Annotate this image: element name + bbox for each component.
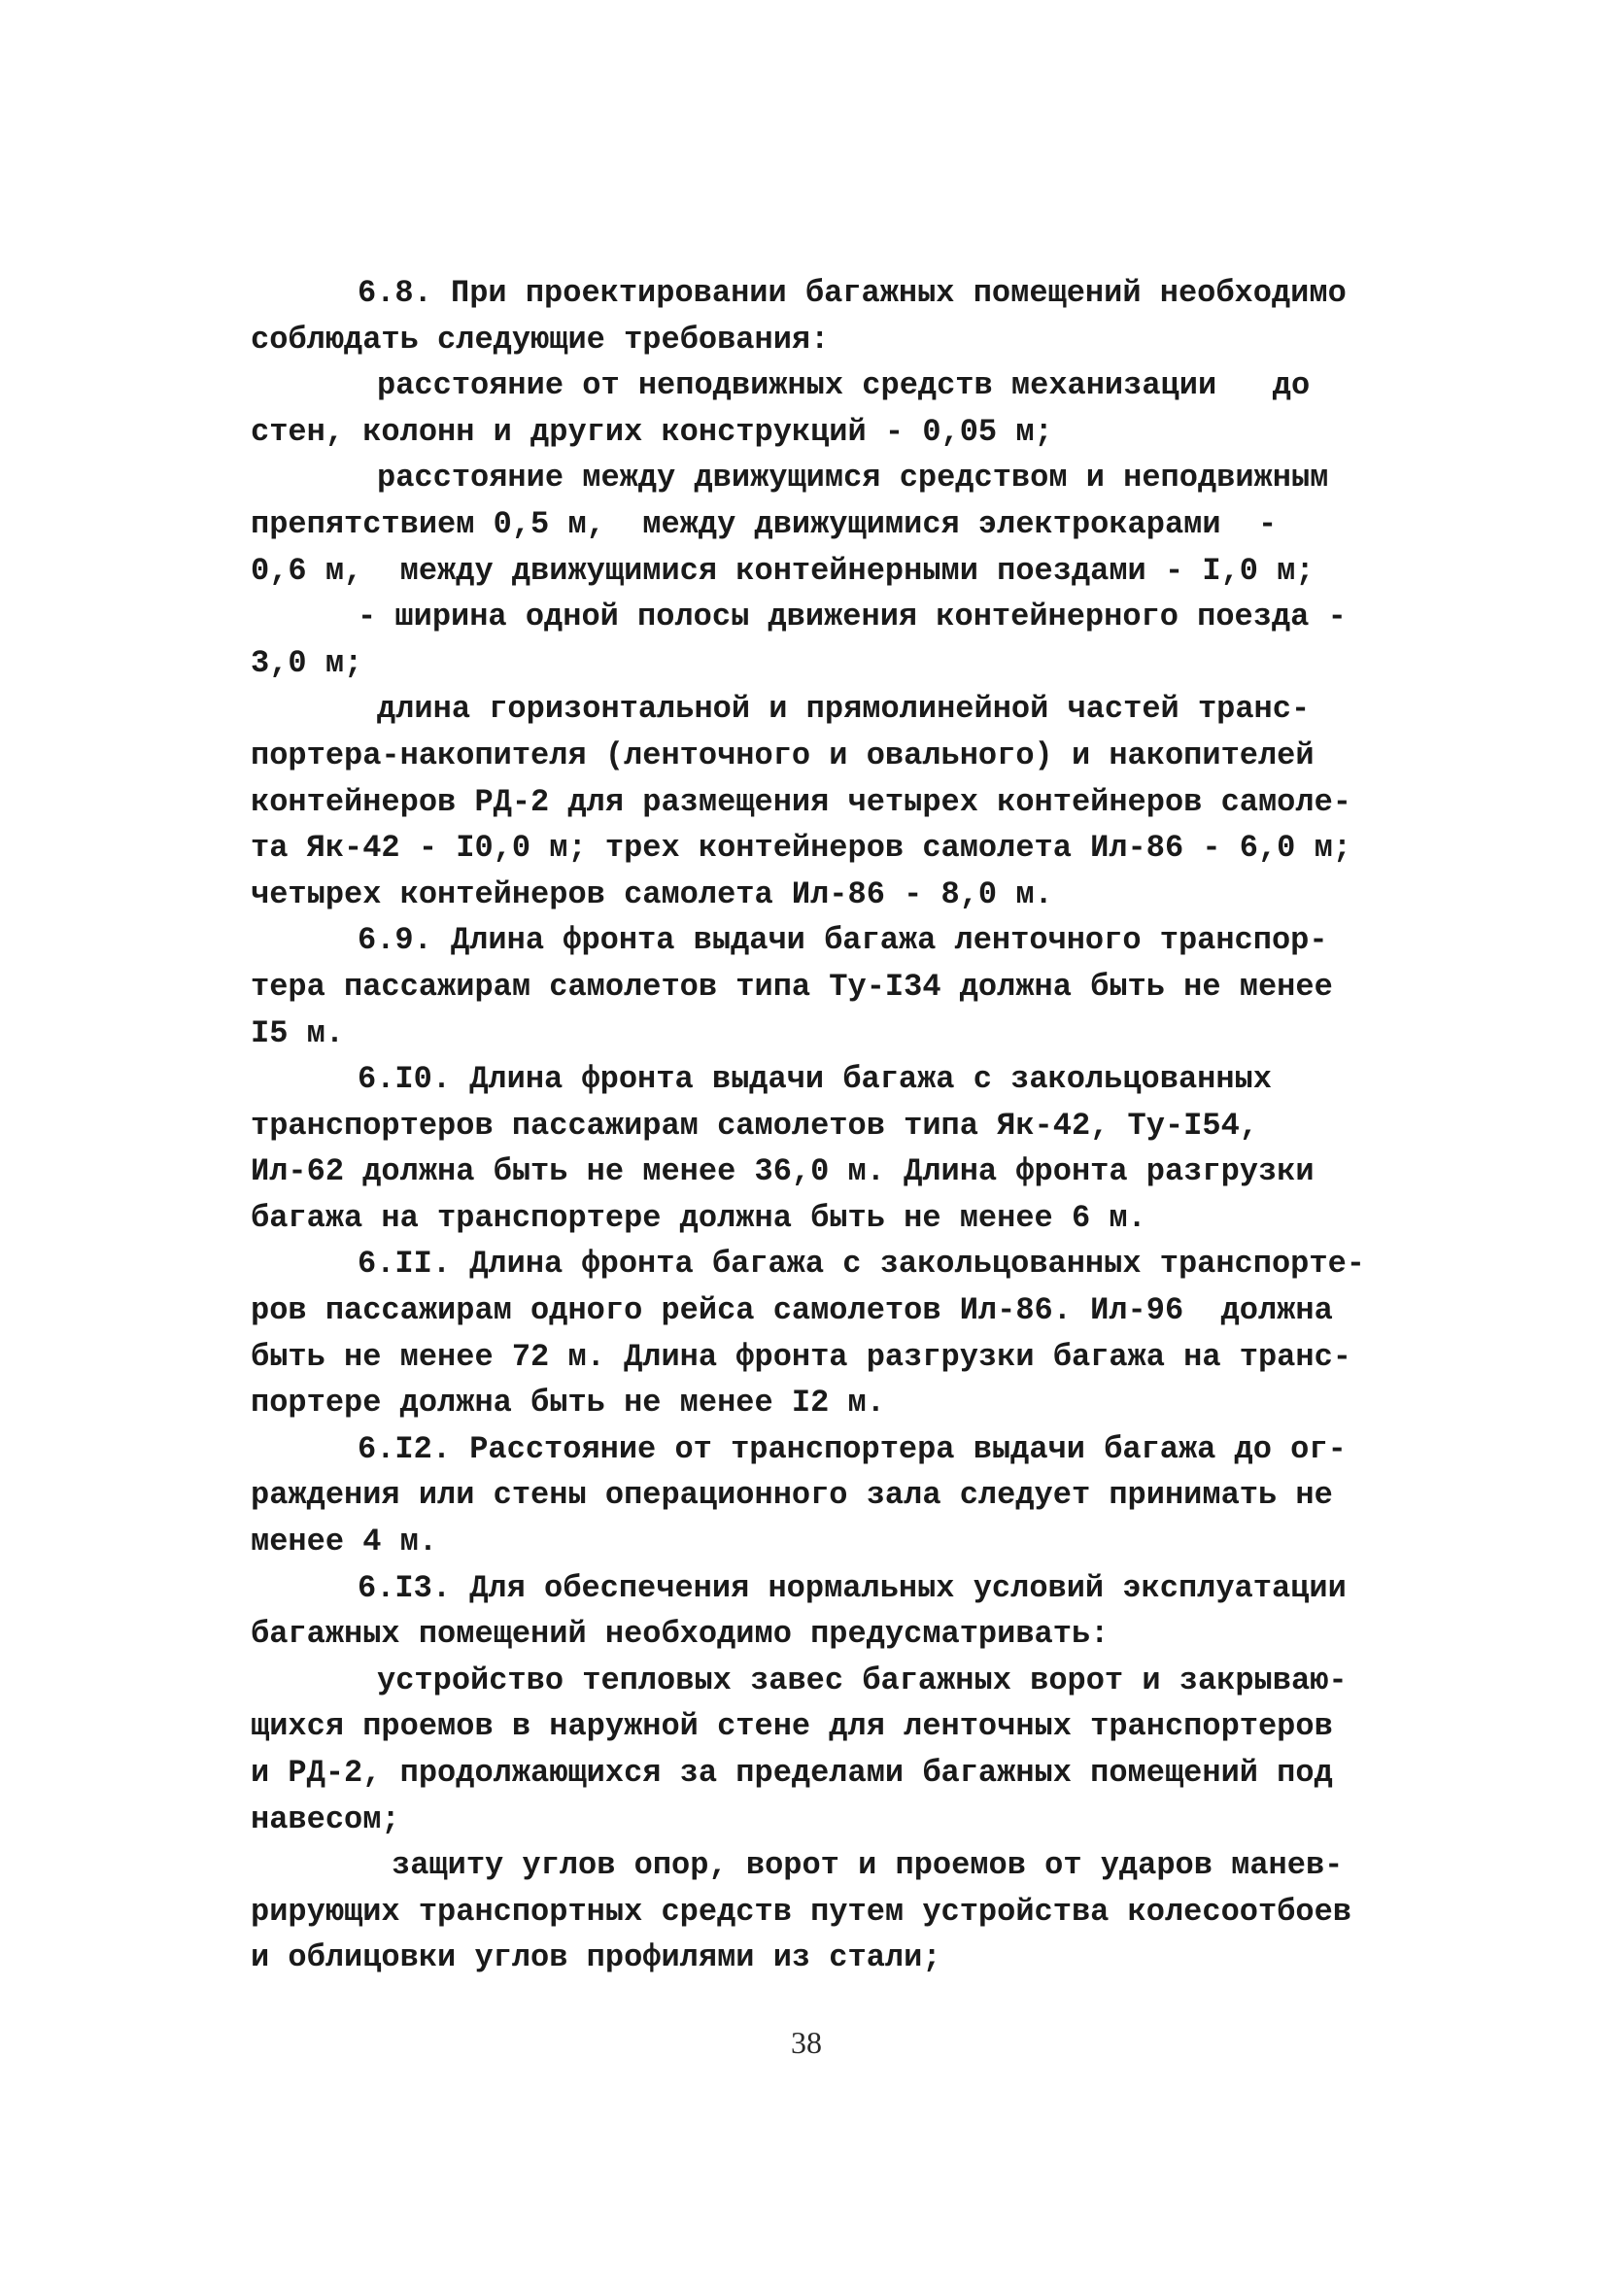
text-line: длина горизонтальной и прямолинейной частей транс- xyxy=(377,691,1311,728)
text-line: менее 4 м. xyxy=(251,1524,438,1560)
text-line: навесом; xyxy=(251,1800,400,1837)
text-line: багажных помещений необходимо предусматривать: xyxy=(251,1616,1110,1653)
text-line: ров пассажирам одного рейса самолетов Ил-86. Ил-96 должна xyxy=(251,1292,1333,1329)
text-line: 3,0 м; xyxy=(251,644,363,681)
text-line: 6.II. Длина фронта багажа с закольцованных транспорте- xyxy=(358,1246,1365,1283)
text-line: 0,6 м, между движущимися контейнерными поездами - I,0 м; xyxy=(251,552,1315,589)
body-text xyxy=(251,270,1378,1981)
text-line: портера-накопителя (ленточного и овального) и накопителей xyxy=(251,737,1315,773)
page-number: 38 xyxy=(791,2025,822,2060)
text-line: стен, колонн и других конструкций - 0,05 м; xyxy=(251,413,1053,450)
text-line: рирующих транспортных средств путем устройства колесоотбоев xyxy=(251,1893,1351,1930)
text-line: багажа на транспортере должна быть не менее 6 м. xyxy=(251,1199,1146,1236)
text-line: щихся проемов в наружной стене для ленточных транспортеров xyxy=(251,1708,1333,1745)
text-line: раждения или стены операционного зала следует принимать не xyxy=(251,1477,1333,1514)
text-line: четырех контейнеров самолета Ил-86 - 8,0 м. xyxy=(251,875,1053,912)
text-line: устройство тепловых завес багажных ворот и закрываю- xyxy=(377,1662,1348,1698)
text-line: I5 м. xyxy=(251,1014,345,1051)
text-line: Ил-62 должна быть не менее 36,0 м. Длина фронта разгрузки xyxy=(251,1153,1315,1190)
text-line: 6.I0. Длина фронта выдачи багажа с закольцованных xyxy=(358,1061,1272,1098)
text-line: препятствием 0,5 м, между движущимися электрокарами - xyxy=(251,505,1278,542)
text-line: 6.8. При проектировании багажных помещений необходимо xyxy=(358,275,1347,311)
text-line: соблюдать следующие требования: xyxy=(251,321,830,358)
text-line: контейнеров РД-2 для размещения четырех контейнеров самоле- xyxy=(251,783,1351,820)
text-line: расстояние от неподвижных средств механизации до xyxy=(377,367,1311,404)
text-line: транспортеров пассажирам самолетов типа Як-42, Ту-I54, xyxy=(251,1107,1258,1144)
text-line: та Як-42 - I0,0 м; трех контейнеров самолета Ил-86 - 6,0 м; xyxy=(251,830,1351,867)
text-line: и РД-2, продолжающихся за пределами багажных помещений под xyxy=(251,1755,1333,1791)
text-line: портере должна быть не менее I2 м. xyxy=(251,1385,885,1422)
text-line: тера пассажирам самолетов типа Ту-I34 должна быть не менее xyxy=(251,968,1333,1005)
text-line: защиту углов опор, ворот и проемов от ударов манев- xyxy=(392,1847,1344,1884)
text-line: и облицовки углов профилями из стали; xyxy=(251,1939,941,1976)
text-line: 6.I3. Для обеспечения нормальных условий эксплуатации xyxy=(358,1569,1347,1606)
text-line: - ширина одной полосы движения контейнерного поезда - xyxy=(358,599,1347,635)
text-line: 6.I2. Расстояние от транспортера выдачи багажа до ог- xyxy=(358,1430,1347,1467)
text-line: быть не менее 72 м. Длина фронта разгрузки багажа на транс- xyxy=(251,1338,1351,1375)
text-line: расстояние между движущимся средством и неподвижным xyxy=(377,460,1329,497)
text-line: 6.9. Длина фронта выдачи багажа ленточного транспор- xyxy=(358,922,1328,959)
